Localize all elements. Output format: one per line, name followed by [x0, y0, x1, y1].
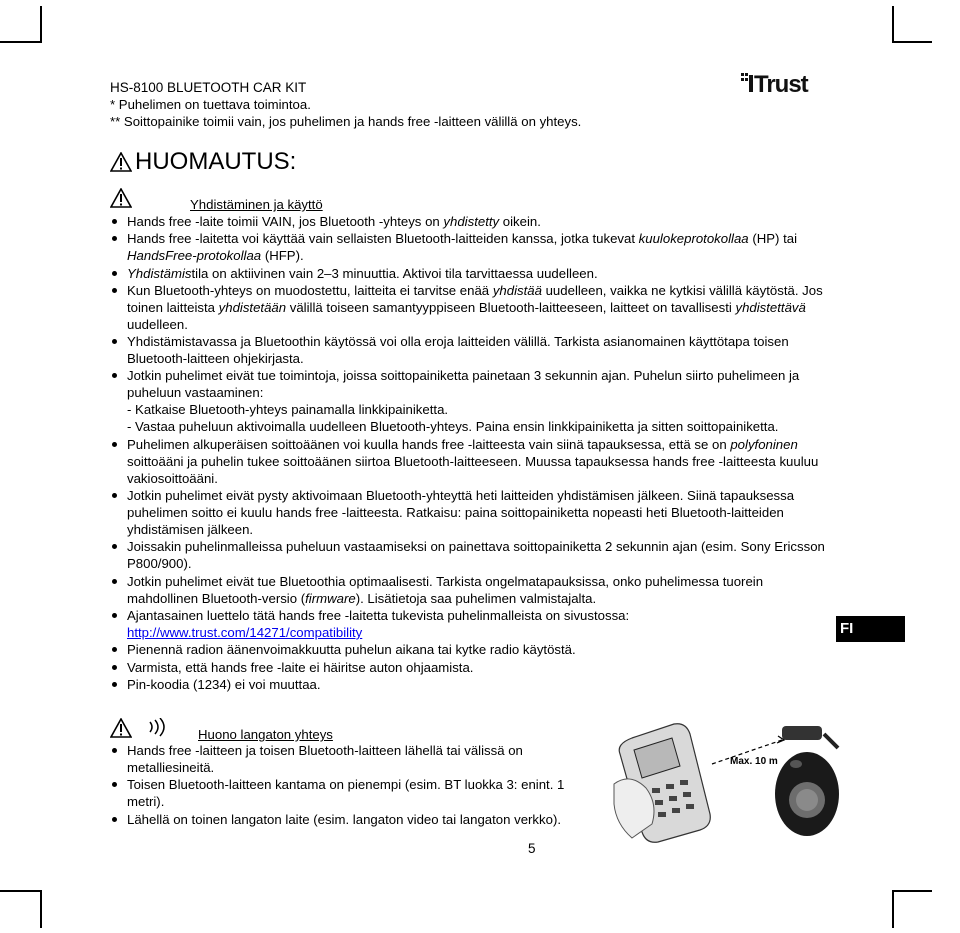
warning-title: HUOMAUTUS: [135, 148, 297, 175]
logo-text: Trust [754, 71, 808, 97]
list-item: Toisen Bluetooth-laitteen kantama on pienempi (esim. BT luokka 3: enint. 1 metri). [111, 776, 601, 810]
tips-list [111, 213, 826, 693]
range-label: Max. 10 m [730, 756, 778, 767]
warning-triangle-icon [110, 152, 132, 172]
range-illustration [612, 714, 842, 844]
wireless-tips-list [111, 742, 601, 828]
crop-mark [892, 41, 932, 43]
list-item: Jotkin puhelimet eivät pysty aktivoimaan Bluetooth-yhteyttä heti laitteiden yhdistämisen jälkeen. Siinä tapauksessa puhelimen soitto ei kuulu hands free -laitteesta. Ratkaisu: paina soittopainiketta nopeasti heti Bluetooth-laitteiden yhdistämisen jälkeen. [111, 487, 826, 538]
list-item: Yhdistämistila on aktiivinen vain 2–3 minuuttia. Aktivoi tila tarvittaessa uudelleen. [111, 265, 826, 282]
list-item: Hands free -laite toimii VAIN, jos Bluetooth -yhteys on yhdistetty oikein. [111, 213, 826, 230]
section-heading [110, 718, 333, 743]
crop-mark [40, 6, 42, 43]
page-number: 5 [528, 841, 536, 856]
footnote: * Puhelimen on tuettava toimintoa. [110, 97, 311, 112]
list-item: Hands free -laitteen ja toisen Bluetooth-laitteen lähellä tai välissä on metalliesineitä. [111, 742, 601, 776]
warning-triangle-icon [110, 188, 132, 208]
list-item: Hands free -laitetta voi käyttää vain sellaisten Bluetooth-laitteiden kanssa, jotka tukevat kuulokeprotokollaa (HP) tai HandsFree-protokollaa (HFP). [111, 230, 826, 264]
header-title: HS-8100 BLUETOOTH CAR KIT [110, 80, 307, 95]
list-item: Puhelimen alkuperäisen soittoäänen voi kuulla hands free -laitteesta vain siinä tapauksessa, että se on polyfoninen soittoääni ja puhelin tukee soittoäänen siirtoa Bluetooth-laitteeseen. Muussa tapauksessa hands free -laitteesta kuuluu vakiosoittoääni. [111, 436, 826, 487]
language-tab: FI [836, 616, 905, 642]
footnote: ** Soittopainike toimii vain, jos puhelimen ja hands free -laitteen välillä on yhteys. [110, 114, 582, 129]
trust-logo [741, 71, 823, 97]
crop-mark [0, 41, 42, 43]
list-item: Pin-koodia (1234) ei voi muuttaa. [111, 676, 826, 693]
list-item: Kun Bluetooth-yhteys on muodostettu, laitteita ei tarvitse enää yhdistää uudelleen, vaikka ne kytkisi välillä käytöstä. Jos toinen laitteista yhdistetään välillä toiseen samantyyppiseen Bluetooth-laitteeseen, laitteet on tavallisesti yhdistettävä uudelleen. [111, 282, 826, 333]
wireless-signal-icon [146, 718, 176, 738]
list-item: Yhdistämistavassa ja Bluetoothin käytössä voi olla eroja laitteiden välillä. Tarkista asianomainen käyttötapa toisen Bluetooth-laitteen ohjekirjasta. [111, 333, 826, 367]
section-title: Yhdistäminen ja käyttö [190, 197, 323, 212]
phone-image [614, 724, 710, 843]
list-item: Jotkin puhelimet eivät tue Bluetoothia optimaalisesti. Tarkista ongelmatapauksissa, onko puhelimessa tuorein mahdollinen Bluetooth-versio (firmware). Lisätietoja saa puhelimen valmistajalta. [111, 573, 826, 607]
warning-triangle-icon [110, 718, 132, 738]
crop-mark [0, 890, 42, 892]
list-item: Lähellä on toinen langaton laite (esim. langaton video tai langaton verkko). [111, 811, 601, 828]
crop-mark [40, 890, 42, 928]
crop-mark [892, 890, 932, 892]
list-item: Ajantasainen luettelo tätä hands free -laitetta tukevista puhelinmalleista on sivustossa: http://www.trust.com/14271/compatibility [111, 607, 826, 641]
section-heading [110, 188, 323, 213]
list-item: Jotkin puhelimet eivät tue toimintoja, joissa soittopainiketta painetaan 3 sekunnin ajan. Puhelun siirto puhelimeen ja puheluun vastaaminen: - Katkaise Bluetooth-yhteys painamalla linkkipainiketta. - Vastaa puheluun aktivoimalla uudelleen Bluetooth-yhteys. Paina ensin linkkipainiketta ja sitten soittopainiketta. [111, 367, 826, 435]
section-title: Huono langaton yhteys [198, 727, 333, 742]
list-item: Pienennä radion äänenvoimakkuutta puhelun aikana tai kytke radio käytöstä. [111, 641, 826, 658]
footnotes [110, 96, 581, 130]
warning-heading [110, 146, 296, 178]
crop-mark [892, 6, 894, 43]
crop-mark [892, 890, 894, 928]
compatibility-link[interactable]: http://www.trust.com/14271/compatibility [127, 624, 363, 640]
list-item: Joissakin puhelinmalleissa puheluun vastaamiseksi on painettava soittopainiketta 2 sekunnin ajan (esim. Sony Ericsson P800/900). [111, 538, 826, 572]
list-item: Varmista, että hands free -laite ei häiritse auton ohjaamista. [111, 659, 826, 676]
carkit-image [775, 726, 839, 836]
